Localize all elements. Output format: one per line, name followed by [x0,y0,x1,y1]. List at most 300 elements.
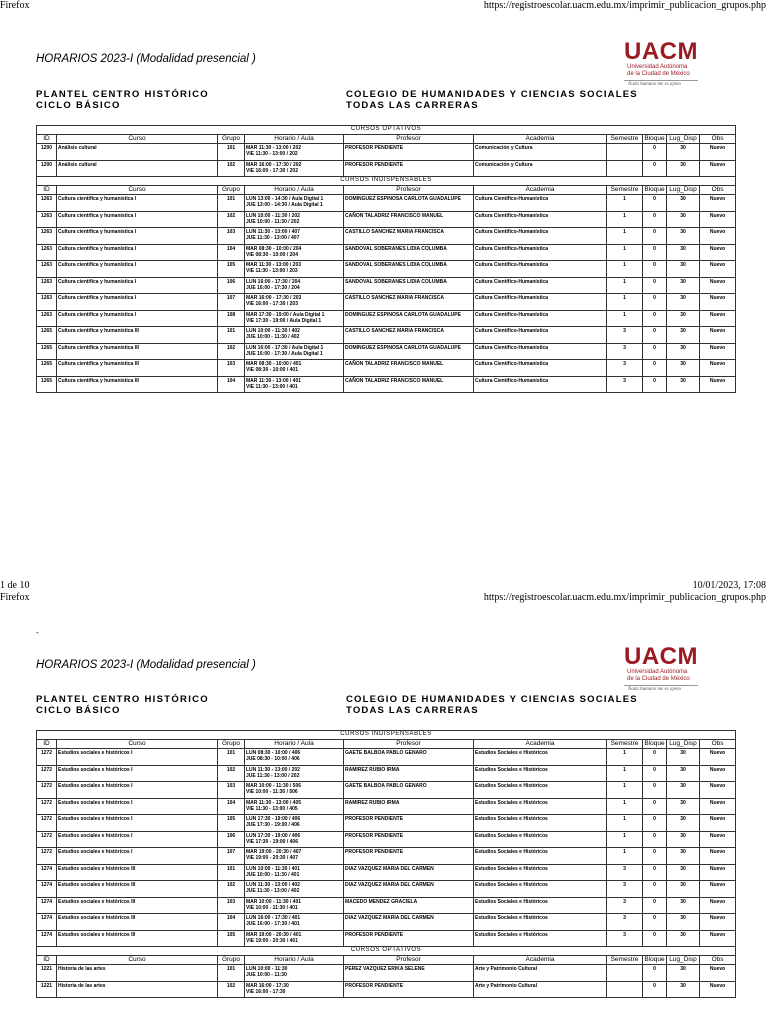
cell-block: 0 [643,228,667,245]
column-header: Academia [474,956,607,965]
cell-obs: Nuevo [700,798,736,815]
table-row [37,930,736,947]
cell-block: 0 [643,782,667,799]
cell-academy: Cultura Científico-Humanística [474,360,607,377]
column-header: Semestre [607,956,643,965]
cell-seats: 30 [667,765,700,782]
cell-academy: Cultura Científico-Humanística [474,277,607,294]
cell-block: 0 [643,981,667,998]
cell-semester [607,144,643,161]
cell-block: 0 [643,244,667,261]
cell-semester: 1 [607,782,643,799]
cell-academy: Cultura Científico-Humanística [474,343,607,360]
cell-seats: 30 [667,144,700,161]
cell-professor: DOMINGUEZ ESPINOSA CARLOTA GUADALUPE [344,195,474,212]
cell-group: 103 [218,897,245,914]
cell-seats: 30 [667,294,700,311]
column-header: Bloque [644,135,665,142]
column-header: Academia [474,186,607,195]
cell-group: 101 [218,864,245,881]
cell-seats: 30 [667,831,700,848]
table-row [37,798,736,815]
cell-academy: Cultura Científico-Humanística [474,376,607,393]
cell-professor: PEREZ VAZQUEZ ERIKA SELENE [344,965,474,982]
cell-obs: Nuevo [700,277,736,294]
cell-academy: Estudios Sociales e Históricos [474,831,607,848]
table-row [37,261,736,278]
cell-id: 1274 [37,914,57,931]
cell-seats: 30 [667,914,700,931]
cell-course: Estudios sociales e históricos III [57,914,218,931]
cell-group: 101 [218,144,245,161]
section-title: CURSOS INDISPENSABLES [37,177,736,186]
cell-seats: 30 [667,848,700,865]
cell-schedule: LUN 16:00 - 17:30 / Aula Digital 1 JUE 16:00 - 17:30 / Aula Digital 1 [245,343,344,360]
cell-course: Cultura científica y humanística I [57,244,218,261]
cell-obs: Nuevo [700,914,736,931]
cell-semester: 3 [607,327,643,344]
cell-course: Cultura científica y humanística I [57,195,218,212]
cell-schedule: MAR 11:30 - 13:00 / 405 VIE 11:30 - 13:00 / 405 [245,798,344,815]
cell-block: 0 [643,965,667,982]
cell-academy: Arte y Patrimonio Cultural [474,965,607,982]
cell-academy: Cultura Científico-Humanística [474,228,607,245]
cell-professor: PROFESOR PENDIENTE [344,160,474,177]
section-title: CURSOS INDISPENSABLES [37,731,736,740]
college-heading: COLEGIO DE HUMANIDADES Y CIENCIAS SOCIALES TODAS LAS CARRERAS [346,89,638,111]
cell-academy: Comunicación y Cultura [474,144,607,161]
cell-id: 1263 [37,277,57,294]
table-row [37,360,736,377]
cell-semester: 3 [607,897,643,914]
cell-group: 101 [218,749,245,766]
cell-seats: 30 [667,897,700,914]
column-header: ID [37,186,57,195]
schedule-table-page-2 [36,730,736,998]
cell-group: 104 [218,914,245,931]
cell-seats: 30 [667,160,700,177]
column-header: Obs [700,135,736,144]
cell-group: 104 [218,244,245,261]
cell-group: 107 [218,294,245,311]
cell-schedule: LUN 11:30 - 13:00 / 202 JUE 11:30 - 13:00 / 202 [245,765,344,782]
table-row [37,160,736,177]
cell-professor: PROFESOR PENDIENTE [344,848,474,865]
cell-professor: DOMINGUEZ ESPINOSA CARLOTA GUADALUPE [344,310,474,327]
cell-seats: 30 [667,965,700,982]
cell-group: 105 [218,815,245,832]
cell-academy: Cultura Científico-Humanística [474,261,607,278]
column-header: Obs [700,186,736,195]
cell-block: 0 [643,897,667,914]
cell-course: Historia de las artes [57,981,218,998]
cell-semester: 1 [607,294,643,311]
cell-semester: 1 [607,195,643,212]
cell-block: 0 [643,930,667,947]
table-row [37,831,736,848]
cell-semester: 1 [607,749,643,766]
cell-professor: RAMIREZ RUBIO IRMA [344,798,474,815]
cell-academy: Estudios Sociales e Históricos [474,897,607,914]
column-header-row [37,740,736,749]
cell-course: Análisis cultural [57,160,218,177]
cell-academy: Estudios Sociales e Históricos [474,930,607,947]
cell-course: Estudios sociales e históricos I [57,848,218,865]
cell-semester [607,160,643,177]
column-header: Lug_Disp [667,740,700,749]
page-2 [0,592,768,1024]
cell-academy: Estudios Sociales e Históricos [474,798,607,815]
cell-schedule: LUN 17:30 - 19:00 / 406 VIE 17:30 - 19:00 / 406 [245,831,344,848]
column-header: Obs [700,740,736,749]
column-header: Profesor [344,135,474,144]
cell-professor: PROFESOR PENDIENTE [344,930,474,947]
cell-obs: Nuevo [700,782,736,799]
cell-schedule: LUN 10:00 - 11:30 / 202 JUE 10:00 - 11:30 / 202 [245,211,344,228]
cell-course: Estudios sociales e históricos III [57,897,218,914]
cell-course: Cultura científica y humanística III [57,360,218,377]
cell-semester: 3 [607,343,643,360]
cell-block: 0 [643,376,667,393]
cell-schedule: LUN 17:30 - 19:00 / 406 JUE 17:30 - 19:00 / 406 [245,815,344,832]
cell-schedule: MAR 19:00 - 20:30 / 407 VIE 19:00 - 20:30 / 407 [245,848,344,865]
column-header: Horario / Aula [245,186,344,195]
section-header [37,126,736,135]
column-header: Lug_Disp [667,135,700,144]
cell-id: 1265 [37,327,57,344]
cell-semester: 1 [607,848,643,865]
cell-academy: Estudios Sociales e Históricos [474,864,607,881]
cell-id: 1274 [37,930,57,947]
table-row [37,327,736,344]
cell-professor: CASTILLO SANCHEZ MARIA FRANCISCA [344,294,474,311]
cell-obs: Nuevo [700,897,736,914]
cell-obs: Nuevo [700,765,736,782]
cell-group: 101 [218,965,245,982]
column-header: Bloque [644,956,665,963]
cell-group: 106 [218,277,245,294]
cell-obs: Nuevo [700,144,736,161]
cell-id: 1272 [37,798,57,815]
cell-course: Cultura científica y humanística I [57,310,218,327]
cell-group: 102 [218,881,245,898]
cell-schedule: LUN 16:00 - 17:30 / 204 JUE 16:00 - 17:30 / 204 [245,277,344,294]
column-header: Horario / Aula [245,135,344,144]
uacm-logo-2: UACM Universidad Autónoma de la Ciudad de México Nada humano me es ajeno [624,643,698,692]
cell-obs: Nuevo [700,343,736,360]
cell-seats: 30 [667,360,700,377]
cell-semester: 1 [607,277,643,294]
cell-id: 1272 [37,765,57,782]
cell-block: 0 [643,360,667,377]
section-title: CURSOS OPTATIVOS [37,947,736,956]
cell-block: 0 [643,881,667,898]
cell-course: Estudios sociales e históricos I [57,749,218,766]
cell-seats: 30 [667,327,700,344]
cell-id: 1272 [37,831,57,848]
cell-obs: Nuevo [700,310,736,327]
cell-obs: Nuevo [700,294,736,311]
cell-course: Cultura científica y humanística I [57,294,218,311]
cell-block: 0 [643,848,667,865]
cell-semester [607,965,643,982]
cell-course: Estudios sociales e históricos III [57,881,218,898]
section-header [37,947,736,956]
cell-group: 102 [218,211,245,228]
table-row [37,294,736,311]
cell-professor: SANDOVAL SOBERANES LIDIA COLUMBA [344,277,474,294]
cell-id: 1272 [37,848,57,865]
cell-obs: Nuevo [700,881,736,898]
cell-id: 1265 [37,376,57,393]
cell-block: 0 [643,798,667,815]
cell-course: Cultura científica y humanística I [57,211,218,228]
cell-block: 0 [643,831,667,848]
uacm-logo: UACM Universidad Autónoma de la Ciudad de México Nada humano me es ajeno [624,38,698,87]
cell-obs: Nuevo [700,195,736,212]
cell-obs: Nuevo [700,160,736,177]
table-row [37,277,736,294]
cell-academy: Estudios Sociales e Históricos [474,815,607,832]
cell-course: Cultura científica y humanística I [57,228,218,245]
campus-heading: PLANTEL CENTRO HISTÓRICO CICLO BÁSICO [36,89,209,111]
cell-block: 0 [643,160,667,177]
cell-academy: Estudios Sociales e Históricos [474,881,607,898]
column-header: Curso [57,135,218,144]
cell-obs: Nuevo [700,376,736,393]
column-header: Grupo [218,186,245,195]
cell-seats: 30 [667,195,700,212]
cell-obs: Nuevo [700,831,736,848]
cell-schedule: MAR 17:30 - 19:00 / Aula Digital 1 VIE 17:30 - 19:00 / Aula Digital 1 [245,310,344,327]
document-title: HORARIOS 2023-I (Modalidad presencial ) [36,53,256,65]
cell-professor: CASTILLO SANCHEZ MARIA FRANCISCA [344,327,474,344]
cell-course: Estudios sociales e históricos I [57,782,218,799]
cell-schedule: LUN 10:00 - 11:30 JUE 10:00 - 11:30 [245,965,344,982]
cell-semester: 1 [607,798,643,815]
cell-course: Estudios sociales e históricos III [57,930,218,947]
cell-semester: 3 [607,881,643,898]
cell-academy: Arte y Patrimonio Cultural [474,981,607,998]
table-row [37,864,736,881]
cell-academy: Estudios Sociales e Históricos [474,914,607,931]
cell-professor: PROFESOR PENDIENTE [344,144,474,161]
table-row [37,211,736,228]
section-title: CURSOS OPTATIVOS [37,126,736,135]
cell-obs: Nuevo [700,848,736,865]
cell-professor: GAETE BALBOA PABLO GENARO [344,782,474,799]
cell-obs: Nuevo [700,327,736,344]
cell-block: 0 [643,144,667,161]
cell-schedule: LUN 10:00 - 11:30 / 402 JUE 10:00 - 11:30 / 402 [245,327,344,344]
section-header [37,177,736,186]
table-row [37,848,736,865]
column-header: Profesor [344,186,474,195]
cell-obs: Nuevo [700,211,736,228]
cell-course: Estudios sociales e históricos I [57,798,218,815]
cell-academy: Estudios Sociales e Históricos [474,765,607,782]
cell-id: 1263 [37,294,57,311]
cell-academy: Cultura Científico-Humanística [474,244,607,261]
cell-academy: Cultura Científico-Humanística [474,310,607,327]
cell-seats: 30 [667,310,700,327]
table-row [37,244,736,261]
table-row [37,981,736,998]
cell-professor: PROFESOR PENDIENTE [344,815,474,832]
cell-group: 102 [218,765,245,782]
table-row [37,897,736,914]
cell-id: 1274 [37,881,57,898]
cell-id: 1265 [37,343,57,360]
cell-schedule: MAR 16:00 - 17:30 / 203 VIE 16:00 - 17:30 / 203 [245,294,344,311]
cell-seats: 30 [667,228,700,245]
cell-group: 102 [218,160,245,177]
cell-seats: 30 [667,244,700,261]
cell-seats: 30 [667,211,700,228]
table-row [37,765,736,782]
cell-course: Análisis cultural [57,144,218,161]
cell-group: 104 [218,376,245,393]
column-header: Academia [474,135,607,144]
cell-group: 106 [218,831,245,848]
cell-academy: Estudios Sociales e Históricos [474,848,607,865]
cell-seats: 30 [667,815,700,832]
cell-semester: 1 [607,261,643,278]
cell-block: 0 [643,294,667,311]
cell-group: 101 [218,195,245,212]
cell-group: 107 [218,848,245,865]
document-title-2: HORARIOS 2023-I (Modalidad presencial ) [36,659,256,671]
cell-obs: Nuevo [700,864,736,881]
cell-course: Estudios sociales e históricos I [57,765,218,782]
cell-id: 1272 [37,749,57,766]
table-row [37,310,736,327]
cell-semester: 1 [607,228,643,245]
page-url-2: https://registroescolar.uacm.edu.mx/imprimir_publicacion_grupos.php [483,592,766,603]
column-header: Semestre [607,135,643,144]
cell-professor: DIAZ VAZQUEZ MARIA DEL CARMEN [344,881,474,898]
cell-course: Historia de las artes [57,965,218,982]
cell-obs: Nuevo [700,815,736,832]
column-header: Profesor [344,740,474,749]
cell-obs: Nuevo [700,360,736,377]
cell-obs: Nuevo [700,228,736,245]
browser-name-2: Firefox [0,592,30,603]
cell-semester: 3 [607,930,643,947]
cell-course: Estudios sociales e históricos I [57,831,218,848]
cell-academy: Cultura Científico-Humanística [474,211,607,228]
schedule-table-page-1 [36,125,736,393]
cell-schedule: MAR 16:00 - 17:30 VIE 16:00 - 17:30 [245,981,344,998]
cell-course: Cultura científica y humanística III [57,343,218,360]
cell-obs: Nuevo [700,981,736,998]
cell-schedule: MAR 11:30 - 13:00 / 401 VIE 11:30 - 13:00 / 401 [245,376,344,393]
column-header: Semestre [607,740,643,749]
cell-professor: MACEDO MENDEZ GRACIELA [344,897,474,914]
column-header: ID [37,135,57,144]
cell-schedule: MAR 11:30 - 13:00 / 202 VIE 11:30 - 13:00 / 202 [245,144,344,161]
cell-schedule: MAR 08:30 - 10:00 / 401 VIE 08:30 - 10:00 / 401 [245,360,344,377]
table-row [37,914,736,931]
cell-id: 1272 [37,815,57,832]
cell-id: 1265 [37,360,57,377]
cell-professor: CAÑON TALADRIZ FRANCISCO MANUEL [344,360,474,377]
cell-semester: 1 [607,244,643,261]
cell-semester: 1 [607,831,643,848]
cell-semester: 3 [607,360,643,377]
section-header [37,731,736,740]
cell-id: 1263 [37,244,57,261]
column-header: Curso [57,186,218,195]
print-datetime: 10/01/2023, 17:08 [692,580,766,591]
college-heading-2: COLEGIO DE HUMANIDADES Y CIENCIAS SOCIALES TODAS LAS CARRERAS [346,694,638,716]
cell-id: 1263 [37,310,57,327]
cell-schedule: MAR 16:00 - 17:30 / 202 VIE 16:00 - 17:30 / 202 [245,160,344,177]
cell-academy: Cultura Científico-Humanística [474,294,607,311]
cell-obs: Nuevo [700,244,736,261]
cell-block: 0 [643,914,667,931]
column-header: Semestre [607,186,643,195]
column-header-row [37,956,736,965]
cell-schedule: LUN 13:00 - 14:30 / Aula Digital 1 JUE 13:00 - 14:30 / Aula Digital 1 [245,195,344,212]
cell-id: 1221 [37,981,57,998]
cell-course: Cultura científica y humanística III [57,327,218,344]
column-header: Bloque [644,740,665,747]
cell-schedule: MAR 10:00 - 11:30 / 401 VIE 10:00 - 11:30 / 401 [245,897,344,914]
column-header-row [37,135,736,144]
cell-block: 0 [643,864,667,881]
column-header: Horario / Aula [245,740,344,749]
cell-seats: 30 [667,782,700,799]
cell-academy: Estudios Sociales e Históricos [474,749,607,766]
cell-block: 0 [643,765,667,782]
cell-semester [607,981,643,998]
cell-academy: Estudios Sociales e Históricos [474,782,607,799]
column-header: Bloque [644,186,665,193]
column-header: Grupo [218,956,245,965]
cell-obs: Nuevo [700,930,736,947]
cell-block: 0 [643,310,667,327]
cell-professor: CAÑON TALADRIZ FRANCISCO MANUEL [344,211,474,228]
cell-seats: 30 [667,981,700,998]
cell-seats: 30 [667,376,700,393]
cell-schedule: LUN 11:30 - 13:00 / 407 JUE 11:30 - 13:00 / 407 [245,228,344,245]
cell-course: Estudios sociales e históricos I [57,815,218,832]
cell-semester: 3 [607,376,643,393]
cell-seats: 30 [667,343,700,360]
cell-schedule: LUN 11:30 - 13:00 / 402 JUE 11:30 - 13:00 / 402 [245,881,344,898]
cell-professor: DOMINGUEZ ESPINOSA CARLOTA GUADALUPE [344,343,474,360]
cell-academy: Cultura Científico-Humanística [474,327,607,344]
column-header: Lug_Disp [667,186,700,195]
cell-schedule: MAR 11:30 - 13:00 / 203 VIE 11:30 - 13:00 / 203 [245,261,344,278]
cell-professor: PROFESOR PENDIENTE [344,831,474,848]
cell-group: 103 [218,228,245,245]
cell-seats: 30 [667,798,700,815]
cell-professor: SANDOVAL SOBERANES LIDIA COLUMBA [344,244,474,261]
table-row [37,144,736,161]
cell-group: 103 [218,360,245,377]
cell-academy: Cultura Científico-Humanística [474,195,607,212]
cell-id: 1263 [37,195,57,212]
column-header: ID [37,956,57,965]
cell-block: 0 [643,195,667,212]
cell-professor: RAMIREZ RUBIO IRMA [344,765,474,782]
cell-block: 0 [643,343,667,360]
table-row [37,782,736,799]
cell-group: 104 [218,798,245,815]
cell-professor: PROFESOR PENDIENTE [344,981,474,998]
